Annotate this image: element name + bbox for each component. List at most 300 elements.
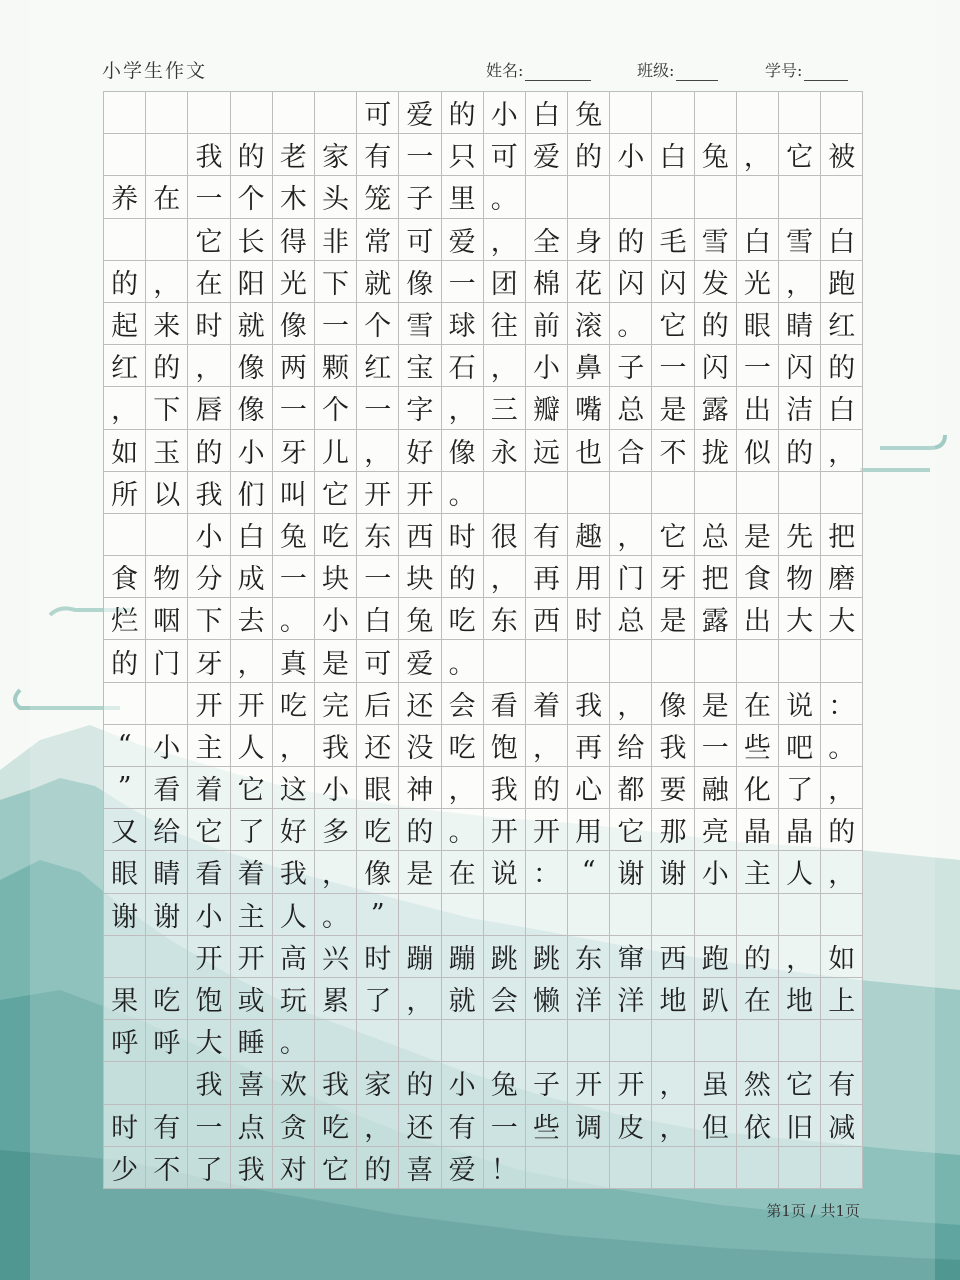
grid-cell: 有 bbox=[821, 1062, 863, 1104]
grid-cell: 要 bbox=[652, 767, 694, 809]
grid-cell: 时 bbox=[357, 936, 399, 978]
name-field bbox=[486, 58, 591, 81]
grid-cell: 全 bbox=[526, 219, 568, 261]
grid-cell: 如 bbox=[104, 430, 146, 472]
grid-cell: ！ bbox=[484, 1147, 526, 1189]
grid-cell: 吃 bbox=[273, 683, 315, 725]
grid-cell: 的 bbox=[231, 134, 273, 176]
grid-cell: 爱 bbox=[442, 219, 484, 261]
grid-cell: 地 bbox=[652, 978, 694, 1020]
grid-cell bbox=[821, 472, 863, 514]
grid-cell: 饱 bbox=[484, 725, 526, 767]
grid-cell: 看 bbox=[188, 851, 230, 893]
grid-cell: 东 bbox=[568, 936, 610, 978]
grid-cell: 时 bbox=[442, 514, 484, 556]
grid-cell: 它 bbox=[315, 1147, 357, 1189]
grid-cell: 亮 bbox=[695, 809, 737, 851]
grid-cell: 开 bbox=[568, 1062, 610, 1104]
grid-cell: 饱 bbox=[188, 978, 230, 1020]
grid-cell: 一 bbox=[273, 387, 315, 429]
grid-cell bbox=[568, 640, 610, 682]
grid-cell: 一 bbox=[442, 261, 484, 303]
grid-cell: 一 bbox=[695, 725, 737, 767]
grid-cell: 是 bbox=[399, 851, 441, 893]
grid-cell bbox=[737, 640, 779, 682]
grid-cell: 兔 bbox=[568, 92, 610, 134]
grid-cell bbox=[737, 92, 779, 134]
grid-cell: 来 bbox=[146, 303, 188, 345]
grid-cell: 眼 bbox=[104, 851, 146, 893]
grid-cell bbox=[652, 640, 694, 682]
grid-cell: 笼 bbox=[357, 176, 399, 218]
grid-cell: 咽 bbox=[146, 598, 188, 640]
grid-cell: 像 bbox=[231, 345, 273, 387]
grid-cell bbox=[652, 472, 694, 514]
grid-cell: 说 bbox=[779, 683, 821, 725]
grid-cell: 的 bbox=[695, 303, 737, 345]
grid-cell: 跑 bbox=[821, 261, 863, 303]
grid-cell: 有 bbox=[357, 134, 399, 176]
grid-cell: 玉 bbox=[146, 430, 188, 472]
grid-cell: ， bbox=[610, 683, 652, 725]
grid-cell: 的 bbox=[610, 219, 652, 261]
grid-cell: 跑 bbox=[695, 936, 737, 978]
grid-cell: 棉 bbox=[526, 261, 568, 303]
grid-cell: 了 bbox=[357, 978, 399, 1020]
grid-cell: 着 bbox=[526, 683, 568, 725]
grid-cell: 白 bbox=[821, 387, 863, 429]
grid-cell bbox=[568, 894, 610, 936]
grid-cell: 给 bbox=[610, 725, 652, 767]
grid-cell bbox=[779, 894, 821, 936]
grid-cell: 牙 bbox=[273, 430, 315, 472]
grid-cell: 可 bbox=[357, 92, 399, 134]
grid-cell: 的 bbox=[104, 261, 146, 303]
grid-cell: 成 bbox=[231, 556, 273, 598]
grid-cell: 总 bbox=[610, 598, 652, 640]
grid-cell: 也 bbox=[568, 430, 610, 472]
grid-cell: 小 bbox=[146, 725, 188, 767]
grid-cell: 喜 bbox=[231, 1062, 273, 1104]
grid-cell: ， bbox=[779, 261, 821, 303]
grid-cell: 窜 bbox=[610, 936, 652, 978]
grid-cell: 白 bbox=[526, 92, 568, 134]
document-type-label: 小学生作文 bbox=[102, 60, 208, 82]
grid-cell: 。 bbox=[273, 1020, 315, 1062]
grid-cell bbox=[779, 640, 821, 682]
grid-cell: 出 bbox=[737, 387, 779, 429]
grid-cell bbox=[821, 640, 863, 682]
grid-cell: ， bbox=[104, 387, 146, 429]
grid-cell: 我 bbox=[315, 1062, 357, 1104]
grid-cell: 兔 bbox=[484, 1062, 526, 1104]
student-id-label: 学号: bbox=[765, 61, 803, 80]
grid-cell: 蹦 bbox=[399, 936, 441, 978]
grid-cell: 宝 bbox=[399, 345, 441, 387]
grid-cell: 多 bbox=[315, 809, 357, 851]
grid-cell: 还 bbox=[399, 683, 441, 725]
grid-cell: 在 bbox=[737, 978, 779, 1020]
grid-cell: ， bbox=[821, 430, 863, 472]
grid-cell: 在 bbox=[737, 683, 779, 725]
grid-cell: 。 bbox=[610, 303, 652, 345]
grid-cell: 不 bbox=[652, 430, 694, 472]
grid-cell bbox=[652, 176, 694, 218]
grid-cell: 跳 bbox=[526, 936, 568, 978]
grid-cell: 融 bbox=[695, 767, 737, 809]
class-field bbox=[637, 58, 718, 81]
grid-cell: 老 bbox=[273, 134, 315, 176]
grid-cell: 里 bbox=[442, 176, 484, 218]
grid-cell bbox=[779, 176, 821, 218]
grid-cell bbox=[737, 1020, 779, 1062]
grid-cell: 像 bbox=[652, 683, 694, 725]
grid-cell: 谢 bbox=[104, 894, 146, 936]
grid-cell: 个 bbox=[315, 387, 357, 429]
grid-cell: 谢 bbox=[146, 894, 188, 936]
grid-cell bbox=[526, 1147, 568, 1189]
grid-cell: 少 bbox=[104, 1147, 146, 1189]
grid-cell bbox=[568, 472, 610, 514]
grid-cell: 睛 bbox=[779, 303, 821, 345]
grid-cell: 用 bbox=[568, 556, 610, 598]
grid-cell: 有 bbox=[526, 514, 568, 556]
grid-cell: 如 bbox=[821, 936, 863, 978]
grid-cell bbox=[526, 176, 568, 218]
grid-cell: 的 bbox=[821, 809, 863, 851]
grid-cell bbox=[104, 514, 146, 556]
grid-cell: 时 bbox=[568, 598, 610, 640]
essay-grid bbox=[103, 91, 863, 1189]
grid-cell: 光 bbox=[273, 261, 315, 303]
grid-cell: 雪 bbox=[695, 219, 737, 261]
grid-cell: 露 bbox=[695, 387, 737, 429]
grid-cell: 小 bbox=[695, 851, 737, 893]
grid-cell: 滚 bbox=[568, 303, 610, 345]
grid-cell: 兴 bbox=[315, 936, 357, 978]
grid-cell: 后 bbox=[357, 683, 399, 725]
grid-cell: 趣 bbox=[568, 514, 610, 556]
grid-cell: 像 bbox=[357, 851, 399, 893]
grid-cell: 洋 bbox=[610, 978, 652, 1020]
grid-cell: ， bbox=[484, 219, 526, 261]
grid-cell: 有 bbox=[442, 1105, 484, 1147]
grid-cell: 开 bbox=[526, 809, 568, 851]
grid-cell: ， bbox=[652, 1105, 694, 1147]
grid-cell: 子 bbox=[526, 1062, 568, 1104]
grid-cell: 它 bbox=[652, 303, 694, 345]
grid-cell bbox=[399, 1020, 441, 1062]
grid-cell: 我 bbox=[568, 683, 610, 725]
grid-cell bbox=[315, 92, 357, 134]
grid-cell: 不 bbox=[146, 1147, 188, 1189]
grid-cell: 它 bbox=[652, 514, 694, 556]
grid-cell: 西 bbox=[652, 936, 694, 978]
grid-cell: 好 bbox=[399, 430, 441, 472]
grid-cell: 露 bbox=[695, 598, 737, 640]
grid-cell: 真 bbox=[273, 640, 315, 682]
grid-cell: 拢 bbox=[695, 430, 737, 472]
grid-cell: ， bbox=[652, 1062, 694, 1104]
grid-cell: ” bbox=[104, 767, 146, 809]
grid-cell bbox=[695, 176, 737, 218]
grid-cell: 用 bbox=[568, 809, 610, 851]
grid-cell: 那 bbox=[652, 809, 694, 851]
grid-cell: 一 bbox=[315, 303, 357, 345]
grid-cell: 爱 bbox=[399, 92, 441, 134]
grid-cell: 的 bbox=[526, 767, 568, 809]
grid-cell: 的 bbox=[779, 430, 821, 472]
grid-cell: 洁 bbox=[779, 387, 821, 429]
grid-cell: 出 bbox=[737, 598, 779, 640]
grid-cell: ： bbox=[821, 683, 863, 725]
grid-cell: 吃 bbox=[315, 1105, 357, 1147]
grid-cell: 蹦 bbox=[442, 936, 484, 978]
grid-cell: 养 bbox=[104, 176, 146, 218]
grid-cell: 物 bbox=[146, 556, 188, 598]
grid-cell: 晶 bbox=[737, 809, 779, 851]
grid-cell: 都 bbox=[610, 767, 652, 809]
grid-cell bbox=[104, 683, 146, 725]
grid-cell: 的 bbox=[104, 640, 146, 682]
grid-cell bbox=[484, 894, 526, 936]
grid-cell bbox=[146, 936, 188, 978]
grid-cell: 一 bbox=[273, 556, 315, 598]
grid-cell bbox=[821, 1147, 863, 1189]
grid-cell: 小 bbox=[315, 598, 357, 640]
grid-cell bbox=[146, 219, 188, 261]
grid-cell: 的 bbox=[737, 936, 779, 978]
grid-cell: 小 bbox=[188, 514, 230, 556]
grid-cell bbox=[779, 1020, 821, 1062]
grid-cell: 睛 bbox=[146, 851, 188, 893]
grid-cell: 有 bbox=[146, 1105, 188, 1147]
grid-cell: 的 bbox=[399, 1062, 441, 1104]
grid-cell: 高 bbox=[273, 936, 315, 978]
grid-cell: 减 bbox=[821, 1105, 863, 1147]
grid-cell bbox=[568, 1020, 610, 1062]
grid-cell: 然 bbox=[737, 1062, 779, 1104]
grid-cell: 贪 bbox=[273, 1105, 315, 1147]
grid-cell: 头 bbox=[315, 176, 357, 218]
grid-cell: 化 bbox=[737, 767, 779, 809]
grid-cell: 的 bbox=[188, 430, 230, 472]
grid-cell: 的 bbox=[821, 345, 863, 387]
grid-cell bbox=[737, 176, 779, 218]
grid-cell: 叫 bbox=[273, 472, 315, 514]
grid-cell: 三 bbox=[484, 387, 526, 429]
student-id-field bbox=[765, 58, 848, 81]
grid-cell: 它 bbox=[779, 1062, 821, 1104]
name-blank[interactable] bbox=[525, 62, 591, 81]
grid-cell: 吃 bbox=[357, 809, 399, 851]
grid-cell: 爱 bbox=[526, 134, 568, 176]
grid-cell: 人 bbox=[231, 725, 273, 767]
grid-cell: 总 bbox=[610, 387, 652, 429]
grid-cell: 玩 bbox=[273, 978, 315, 1020]
grid-cell: 谢 bbox=[610, 851, 652, 893]
grid-cell: 小 bbox=[188, 894, 230, 936]
grid-cell: 被 bbox=[821, 134, 863, 176]
grid-cell: 鼻 bbox=[568, 345, 610, 387]
grid-cell: 说 bbox=[484, 851, 526, 893]
grid-cell: 它 bbox=[231, 767, 273, 809]
grid-cell: 依 bbox=[737, 1105, 779, 1147]
grid-cell: 它 bbox=[188, 809, 230, 851]
grid-cell: 吧 bbox=[779, 725, 821, 767]
grid-cell: 家 bbox=[315, 134, 357, 176]
grid-cell: 我 bbox=[652, 725, 694, 767]
grid-cell: 但 bbox=[695, 1105, 737, 1147]
grid-cell bbox=[146, 1062, 188, 1104]
grid-cell: 开 bbox=[610, 1062, 652, 1104]
grid-cell: ， bbox=[484, 345, 526, 387]
grid-cell bbox=[104, 936, 146, 978]
grid-cell: 了 bbox=[231, 809, 273, 851]
grid-cell: 下 bbox=[315, 261, 357, 303]
grid-cell: 时 bbox=[104, 1105, 146, 1147]
grid-cell: 这 bbox=[273, 767, 315, 809]
grid-cell: 合 bbox=[610, 430, 652, 472]
grid-cell: 的 bbox=[442, 92, 484, 134]
grid-cell: 闪 bbox=[652, 261, 694, 303]
grid-cell: 像 bbox=[231, 387, 273, 429]
grid-cell: 还 bbox=[357, 725, 399, 767]
grid-cell: 木 bbox=[273, 176, 315, 218]
grid-cell: 物 bbox=[779, 556, 821, 598]
student-id-blank[interactable] bbox=[804, 62, 848, 81]
grid-cell: 兔 bbox=[399, 598, 441, 640]
grid-cell bbox=[737, 1147, 779, 1189]
grid-cell: 下 bbox=[188, 598, 230, 640]
grid-cell bbox=[737, 472, 779, 514]
grid-cell bbox=[104, 134, 146, 176]
grid-cell: 开 bbox=[231, 936, 273, 978]
grid-cell: 闪 bbox=[695, 345, 737, 387]
grid-cell: 开 bbox=[399, 472, 441, 514]
grid-cell bbox=[399, 894, 441, 936]
grid-cell bbox=[695, 1020, 737, 1062]
grid-cell bbox=[652, 894, 694, 936]
grid-cell: 喜 bbox=[399, 1147, 441, 1189]
grid-cell: 一 bbox=[357, 387, 399, 429]
grid-cell: 非 bbox=[315, 219, 357, 261]
grid-cell bbox=[652, 1020, 694, 1062]
grid-cell: ， bbox=[526, 725, 568, 767]
grid-cell: 它 bbox=[779, 134, 821, 176]
grid-cell bbox=[610, 640, 652, 682]
grid-cell: 些 bbox=[737, 725, 779, 767]
grid-cell: 果 bbox=[104, 978, 146, 1020]
grid-cell bbox=[146, 134, 188, 176]
grid-cell: 我 bbox=[484, 767, 526, 809]
grid-cell: 开 bbox=[231, 683, 273, 725]
grid-cell: 还 bbox=[399, 1105, 441, 1147]
grid-cell: 总 bbox=[695, 514, 737, 556]
grid-cell: 开 bbox=[188, 683, 230, 725]
grid-cell bbox=[779, 1147, 821, 1189]
grid-cell: 是 bbox=[315, 640, 357, 682]
grid-cell: 吃 bbox=[146, 978, 188, 1020]
grid-cell: 它 bbox=[188, 219, 230, 261]
grid-cell: 上 bbox=[821, 978, 863, 1020]
grid-cell: 个 bbox=[231, 176, 273, 218]
grid-cell bbox=[568, 176, 610, 218]
grid-cell: 爱 bbox=[442, 1147, 484, 1189]
grid-cell: 主 bbox=[231, 894, 273, 936]
grid-cell: 一 bbox=[737, 345, 779, 387]
grid-cell: 神 bbox=[399, 767, 441, 809]
grid-cell: 主 bbox=[737, 851, 779, 893]
grid-cell: 花 bbox=[568, 261, 610, 303]
grid-cell bbox=[652, 92, 694, 134]
grid-cell: 。 bbox=[442, 809, 484, 851]
grid-cell bbox=[526, 472, 568, 514]
grid-cell: 时 bbox=[188, 303, 230, 345]
grid-cell: 是 bbox=[695, 683, 737, 725]
grid-cell: ， bbox=[484, 556, 526, 598]
grid-cell: 嘴 bbox=[568, 387, 610, 429]
grid-cell: 闪 bbox=[610, 261, 652, 303]
grid-cell bbox=[610, 1020, 652, 1062]
grid-cell: 起 bbox=[104, 303, 146, 345]
grid-cell: 眼 bbox=[737, 303, 779, 345]
grid-cell: 我 bbox=[273, 851, 315, 893]
grid-cell: 。 bbox=[442, 640, 484, 682]
grid-cell: ， bbox=[357, 1105, 399, 1147]
grid-cell: 像 bbox=[442, 430, 484, 472]
grid-cell bbox=[610, 1147, 652, 1189]
grid-cell: 块 bbox=[315, 556, 357, 598]
grid-cell: 着 bbox=[231, 851, 273, 893]
grid-cell bbox=[821, 176, 863, 218]
grid-cell: 前 bbox=[526, 303, 568, 345]
grid-cell bbox=[695, 92, 737, 134]
grid-cell: 会 bbox=[484, 978, 526, 1020]
grid-cell: 牙 bbox=[188, 640, 230, 682]
grid-cell: 把 bbox=[821, 514, 863, 556]
grid-cell: 常 bbox=[357, 219, 399, 261]
grid-cell: 东 bbox=[484, 598, 526, 640]
grid-cell: “ bbox=[568, 851, 610, 893]
grid-cell: 累 bbox=[315, 978, 357, 1020]
grid-cell: 没 bbox=[399, 725, 441, 767]
grid-cell bbox=[484, 472, 526, 514]
grid-cell bbox=[146, 92, 188, 134]
grid-cell: 一 bbox=[188, 176, 230, 218]
grid-cell: 的 bbox=[146, 345, 188, 387]
grid-cell: ， bbox=[442, 767, 484, 809]
grid-cell: 往 bbox=[484, 303, 526, 345]
grid-cell: 在 bbox=[442, 851, 484, 893]
grid-cell: 一 bbox=[399, 134, 441, 176]
grid-cell: 得 bbox=[273, 219, 315, 261]
grid-cell bbox=[695, 894, 737, 936]
grid-cell: 了 bbox=[779, 767, 821, 809]
grid-cell: 吃 bbox=[315, 514, 357, 556]
grid-cell: 开 bbox=[357, 472, 399, 514]
grid-cell: 在 bbox=[188, 261, 230, 303]
grid-cell: 对 bbox=[273, 1147, 315, 1189]
grid-cell: 似 bbox=[737, 430, 779, 472]
grid-cell: 大 bbox=[821, 598, 863, 640]
grid-cell bbox=[568, 1147, 610, 1189]
grid-cell: 我 bbox=[188, 472, 230, 514]
class-blank[interactable] bbox=[676, 62, 718, 81]
grid-cell: 石 bbox=[442, 345, 484, 387]
grid-cell: 雪 bbox=[779, 219, 821, 261]
grid-cell: ， bbox=[315, 851, 357, 893]
